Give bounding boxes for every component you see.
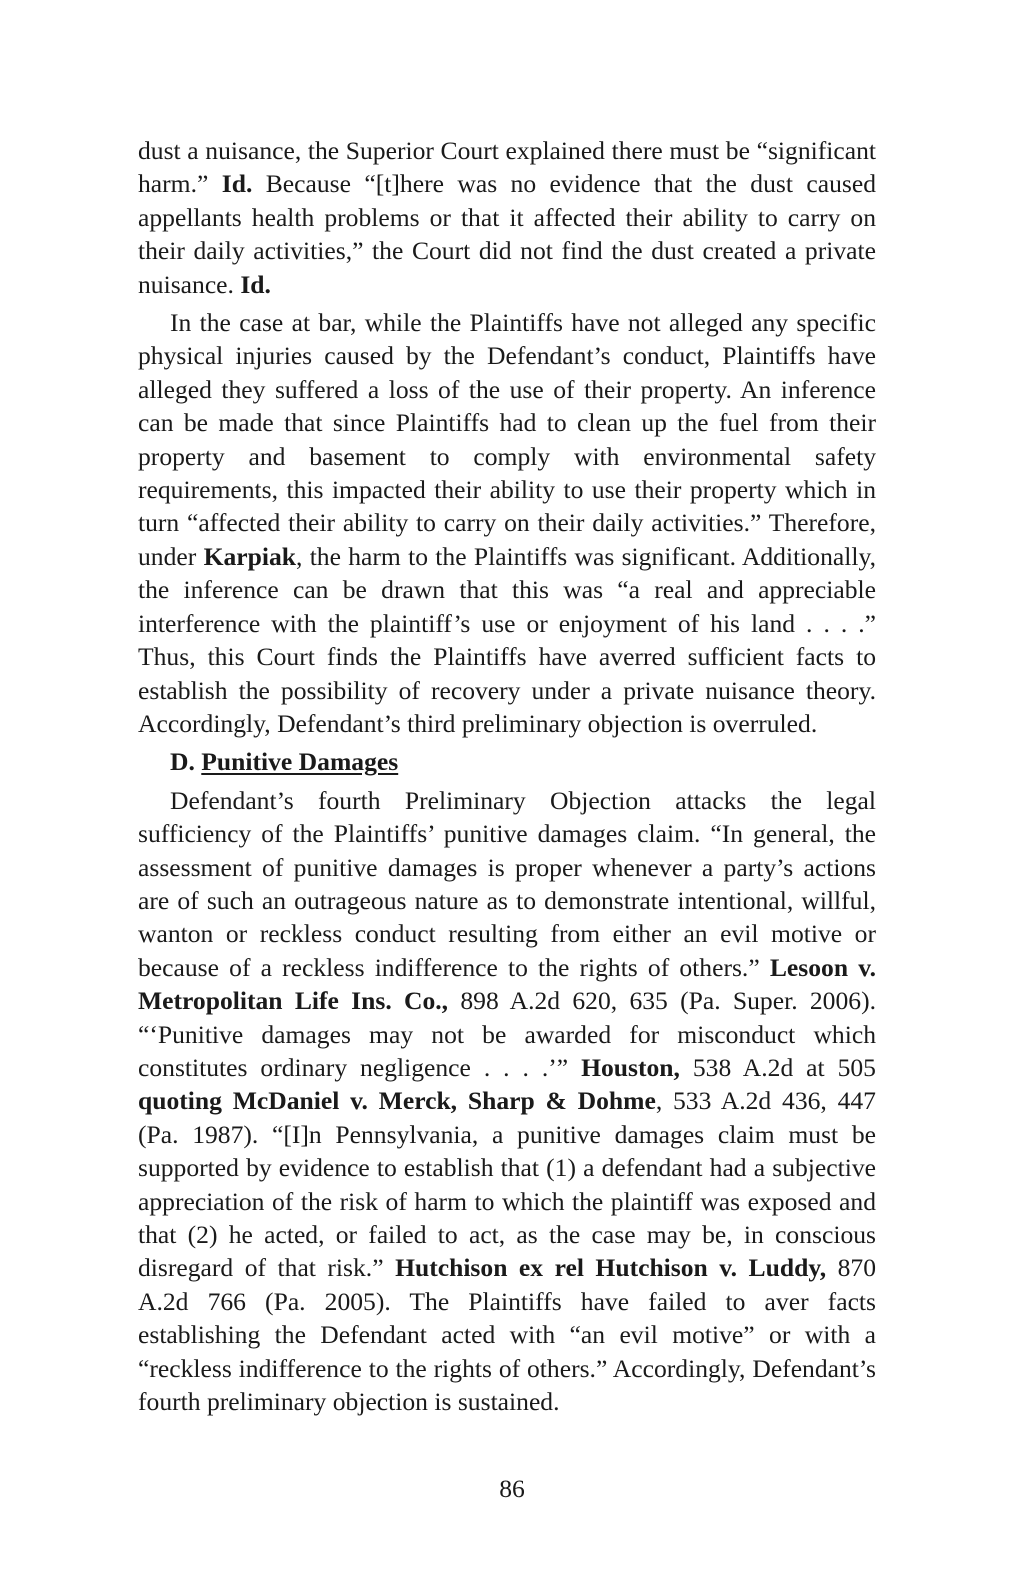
paragraph-case-at-bar [138,306,876,740]
citation-karpiak: Karpiak [203,541,297,571]
text-segment: In the case at bar, while the Plaintiffs have not alleged any specific physical injuries caused by the Defendant’s conduct, Plaintiffs have alleged they suffered a loss of the use of their property. An inference can be made that since Plaintiffs had to clean up the fuel from their property and basement to comply with environmental safety requirements, this impacted their ability to use their property which in turn “affected their ability to carry on their daily activities.” Therefore, under [138,308,876,571]
section-title: Punitive Damages [201,747,399,777]
text-segment: 870 A.2d 766 (Pa. 2005). The Plaintiffs have failed to aver facts establishing the Defendant acted with “an evil motive” or with a “reckless indifference to the rights of others.” Accordingly, Defendant’s fourth preliminary objection is sustained. [138,1253,877,1417]
page-number: 86 [499,1474,525,1503]
section-letter: D. [170,747,202,777]
text-segment: dust a nuisance, the Superior Court explained there must be “significant harm.” [138,136,876,199]
paragraph-continuation [138,134,876,301]
citation-houston: Houston, [581,1052,680,1082]
citation-id: Id. [221,169,253,199]
paragraph-punitive-damages [138,784,876,1419]
text-segment: , the harm to the Plaintiffs was significant. Additionally, the inference can be drawn that this was “a real and appreciable interference with the plaintiff’s use or enjoyment of his land . . . .” Thus, this Court finds the Plaintiffs have averred sufficient facts to establish the possibility of recovery under a private nuisance theory. Accordingly, Defendant’s third preliminary objection is overruled. [138,541,877,738]
citation-mcdaniel: quoting McDaniel v. Merck, Sharp & Dohme [138,1086,656,1116]
document-page [138,134,876,1418]
text-segment: , 533 A.2d 436, 447 (Pa. 1987). “[I]n Pennsylvania, a punitive damages claim must be supported by evidence to establish that (1) a defendant had a subjective appreciation of the risk of harm to which the plaintiff was exposed and that (2) he acted, or failed to act, as the case may be, in conscious disregard of that risk.” [138,1086,876,1283]
citation-lesoon: Lesoon v. Metropolitan Life Ins. Co., [138,952,876,1016]
citation-id: Id. [240,269,271,299]
text-segment: Defendant’s fourth Preliminary Objection attacks the legal sufficiency of the Plaintiffs’ punitive damages claim. “In general, the assessment of punitive damages is proper whenever a party’s actions are of such an outrageous nature as to demonstrate intentional, willful, wanton or reckless conduct resulting from either an evil motive or because of a reckless indifference to the rights of others.” [138,785,876,982]
citation-hutchison: Hutchison ex rel Hutchison v. Luddy, [395,1253,827,1283]
text-segment: 898 A.2d 620, 635 (Pa. Super. 2006). “‘Punitive damages may not be awarded for misconduct which constitutes ordinary negligence . . . .’” [138,986,876,1082]
section-heading-punitive-damages [138,745,876,778]
text-segment: 538 A.2d at 505 [679,1052,876,1082]
text-segment: Because “[t]here was no evidence that the dust caused appellants health problems or that it affected their ability to carry on their daily activities,” the Court did not find the dust created a private nuisance. [138,169,876,299]
